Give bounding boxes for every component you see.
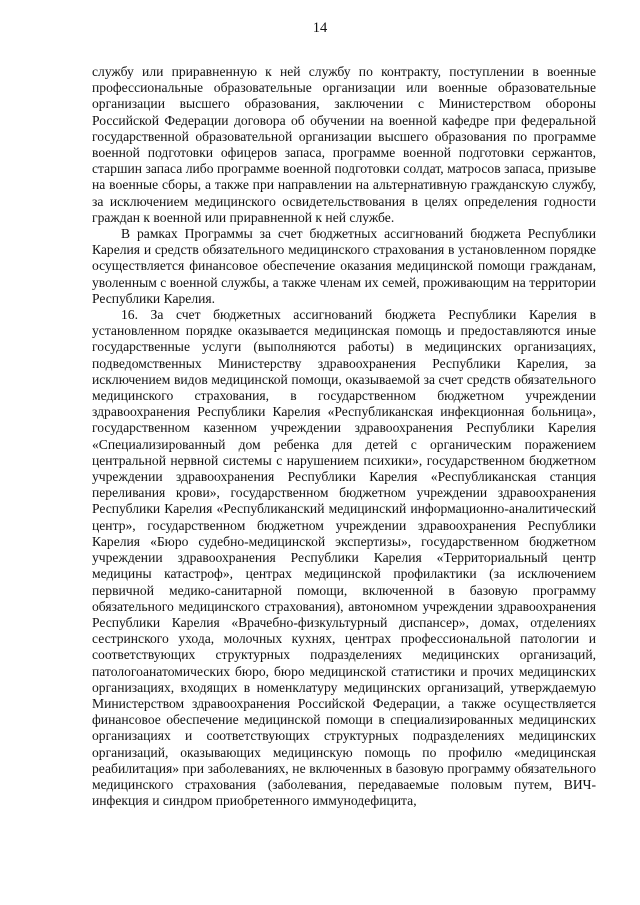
paragraph-program-financing: В рамках Программы за счет бюджетных ассигнований бюджета Республики Карелия и средств обязательного медицинского страхования в установленном порядке осуществляется финансовое обеспечение оказания медицинской помощи гражданам, уволенным с военной службы, а также членам их семей, проживающим на территории Республики Карелия. <box>92 226 596 306</box>
page-number: 14 <box>312 20 328 36</box>
paragraph-item-16: 16. За счет бюджетных ассигнований бюджета Республики Карелия в установленном порядке оказывается медицинская помощь и предоставляются иные государственные услуги (выполняются работы) в медицинских организациях, подведомственных Министерству здравоохранения Республики Карелия, за исключением видов медицинской помощи, оказываемой за счет средств обязательного медицинского страхования, в государственном бюджетном учреждении здравоохранения Республики Карелия «Республиканская инфекционная больница», государственном казенном учреждении здравоохранения Республики Карелия «Специализированный дом ребенка для детей с органическим поражением центральной нервной системы с нарушением психики», государственном бюджетном учреждении здравоохранения Республики Карелия «Республиканская станция переливания крови», государственном бюджетном учреждении здравоохранения Республики Карелия «Республиканский медицинский информационно-аналитический центр», государственном бюджетном учреждении здравоохранения Республики Карелия «Бюро судебно-медицинской экспертизы», государственном бюджетном учреждении здравоохранения Республики Карелия «Территориальный центр медицины катастроф», центрах медицинской профилактики (за исключением первичной медико-санитарной помощи, включенной в базовую программу обязательного медицинского страхования), автономном учреждении здравоохранения Республики Карелия «Врачебно-физкультурный диспансер», домах, отделениях сестринского ухода, молочных кухнях, центрах профессиональной патологии и соответствующих структурных подразделениях медицинских организаций, патологоанатомических бюро, бюро медицинской статистики и прочих медицинских организациях, входящих в номенклатуру медицинских организаций, утверждаемую Министерством здравоохранения Российской Федерации, а также осуществляется финансовое обеспечение медицинской помощи в специализированных медицинских организациях и соответствующих структурных подразделениях медицинских организаций, оказывающих медицинскую помощь по профилю «медицинская реабилитация» при заболеваниях, не включенных в базовую программу обязательного медицинского страхования (заболевания, передаваемые половым путем, ВИЧ-инфекция и синдром приобретенного иммунодефицита, <box>92 307 596 809</box>
document-body <box>92 64 596 809</box>
paragraph-continuation: службу или приравненную к ней службу по контракту, поступлении в военные профессиональные образовательные организации или военные образовательные организации высшего образования, заключении с Министерством обороны Российской Федерации договора об обучении на военной кафедре при федеральной государственной образовательной организации высшего образования по программе военной подготовки офицеров запаса, программе военной подготовки сержантов, старшин запаса либо программе военной подготовки солдат, матросов запаса, призыве на военные сборы, а также при направлении на альтернативную гражданскую службу, за исключением медицинского освидетельствования в целях определения годности граждан к военной или приравненной к ней службе. <box>92 64 596 225</box>
